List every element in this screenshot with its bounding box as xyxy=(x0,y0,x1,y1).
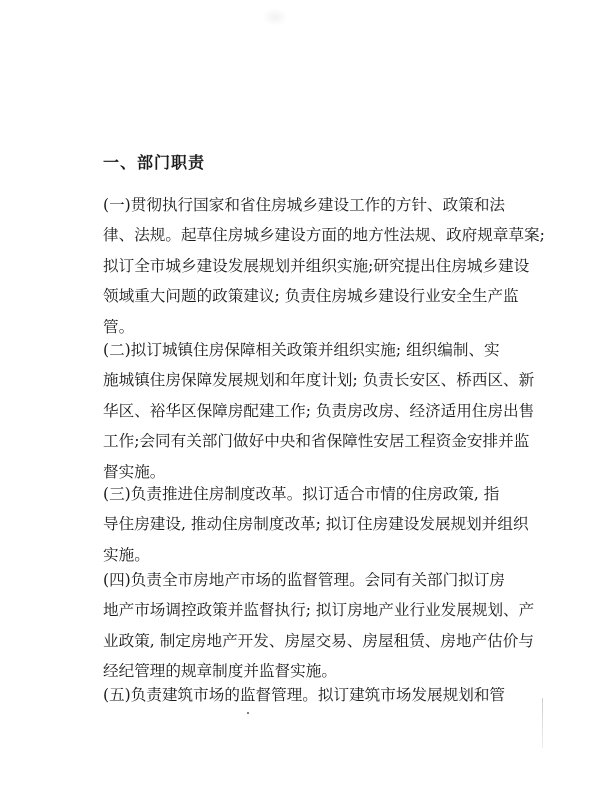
paragraph-line: 施城镇住房保障发展规划和年度计划; 负责长安区、桥西区、新 xyxy=(103,371,535,390)
paragraph-3 xyxy=(103,479,529,570)
paragraph-line: (二)拟订城镇住房保障相关政策并组织实施; 组织编制、实 xyxy=(103,341,500,359)
paragraph-line: 实施。 xyxy=(103,545,150,564)
paragraph-line: 律、法规。起草住房城乡建设方面的地方性法规、政府规章草案; xyxy=(103,226,545,245)
paragraph-2 xyxy=(103,335,535,487)
paragraph-line: (三)负责推进住房制度改革。拟订适合市情的住房政策, 指 xyxy=(103,485,500,503)
paragraph-1 xyxy=(103,190,545,342)
paragraph-line: 管。 xyxy=(103,317,135,336)
scan-dot xyxy=(247,712,249,714)
section-heading: 一、部门职责 xyxy=(103,153,206,172)
paragraph-line: (四)负责全市房地产市场的监督管理。会同有关部门拟订房 xyxy=(103,571,506,589)
paragraph-line: (一)贯彻执行国家和省住房城乡建设工作的方针、政策和法 xyxy=(103,196,506,214)
paragraph-5 xyxy=(103,680,506,710)
paragraph-line: 领域重大问题的政策建议; 负责住房城乡建设行业安全生产监 xyxy=(103,287,519,306)
scan-edge-line xyxy=(542,698,543,748)
paragraph-line: 拟订全市城乡建设发展规划并组织实施;研究提出住房城乡建设 xyxy=(103,256,530,275)
paragraph-line: 督实施。 xyxy=(103,462,166,481)
paragraph-line: 经纪管理的规章制度并监督实施。 xyxy=(103,662,337,681)
scan-smudge xyxy=(262,8,288,26)
paragraph-line: 华区、裕华区保障房配建工作; 负责房改房、经济适用住房出售 xyxy=(103,401,535,420)
paragraph-line: (五)负责建筑市场的监督管理。拟订建筑市场发展规划和管 xyxy=(103,686,506,704)
paragraph-line: 导住房建设, 推动住房制度改革; 拟订住房建设发展规划并组织 xyxy=(103,515,529,534)
paragraph-line: 地产市场调控政策并监督执行; 拟订房地产业行业发展规划、产 xyxy=(103,601,535,620)
paragraph-line: 工作;会同有关部门做好中央和省保障性安居工程资金安排并监 xyxy=(103,432,530,451)
paragraph-line: 业政策, 制定房地产开发、房屋交易、房屋租赁、房地产估价与 xyxy=(103,631,534,650)
paragraph-4 xyxy=(103,565,535,687)
